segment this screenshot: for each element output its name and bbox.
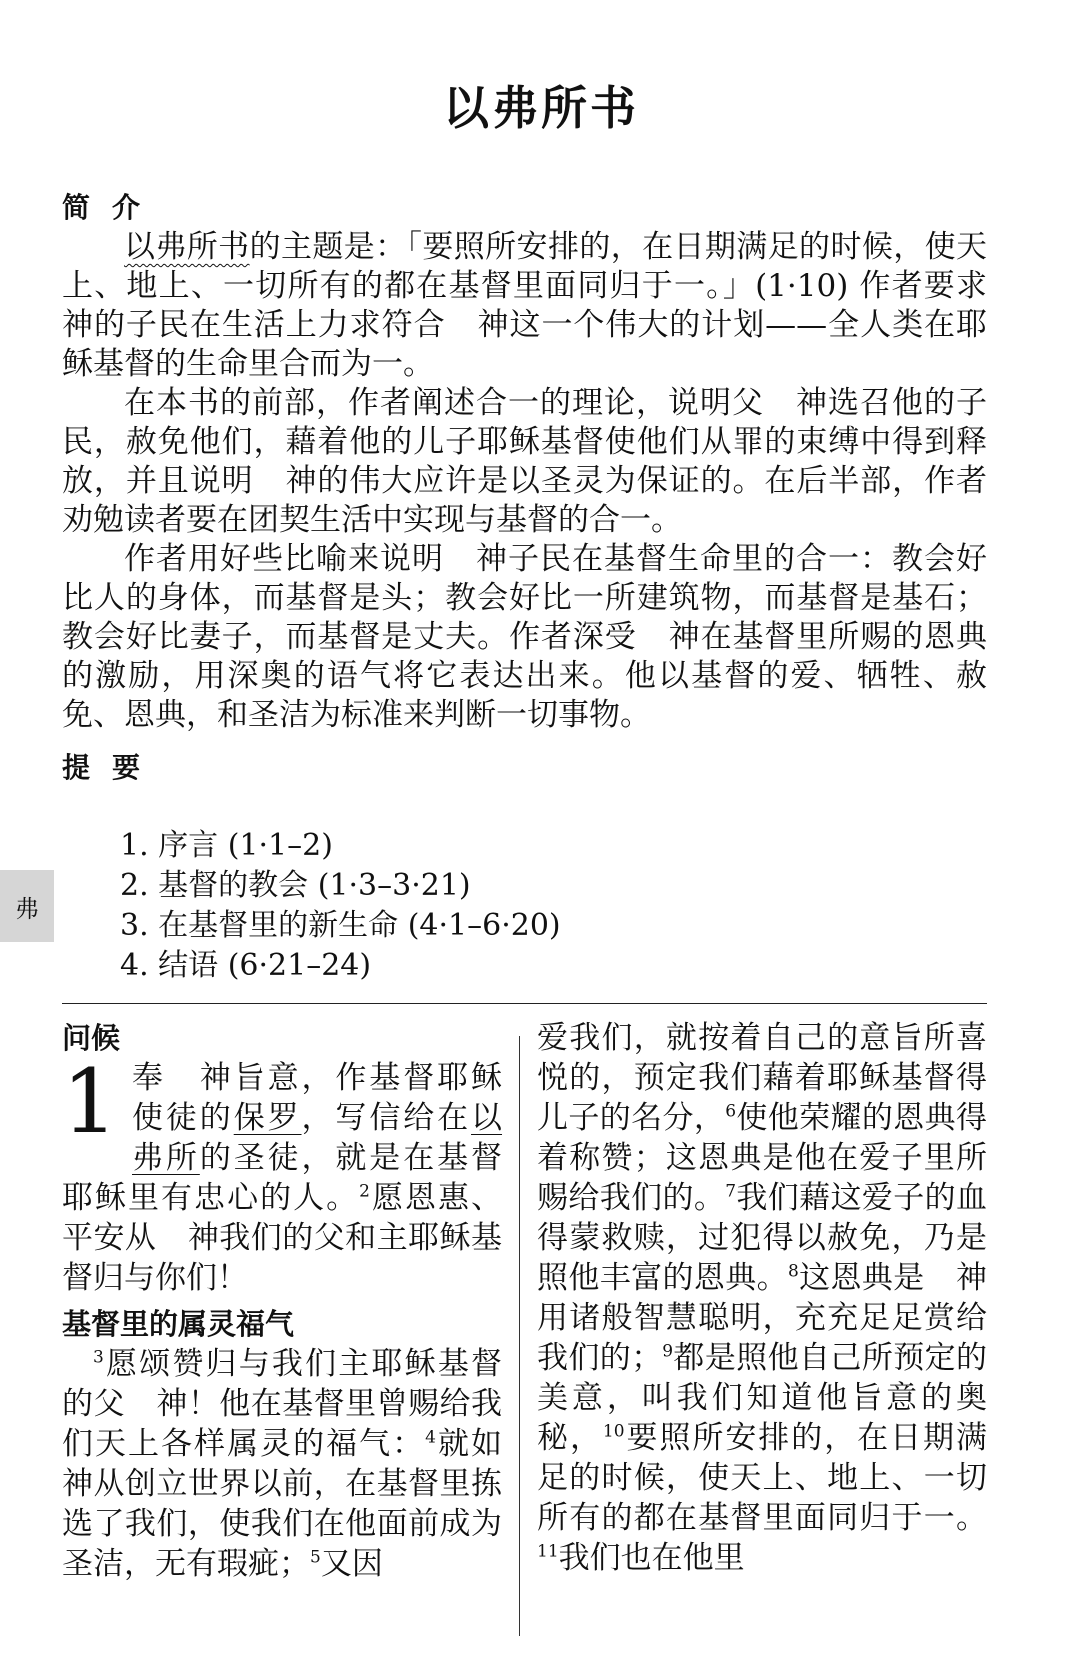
intro-paragraph-1-text: 的主题是：「要照所安排的，在日期满足的时候，使天上、地上、一切所有的都在基督里面同归于一。」(1·10) 作者要求 神的子民在生活上力求符合 神这一个伟大的计划——全人类在耶稣基督的生命里合而为一。 xyxy=(62,229,1018,382)
outline-item: 1. 序言 (1·1–2) xyxy=(120,828,333,863)
verse-11-text: 我们也在他里 xyxy=(558,1540,745,1576)
outline-item: 4. 结语 (6·21–24) xyxy=(120,948,372,983)
verse-number: 9 xyxy=(662,1341,674,1362)
outline-item: 2. 基督的教会 (1·3–3·21) xyxy=(120,868,471,903)
outline-list xyxy=(120,826,561,986)
verse-block-2 xyxy=(62,1344,534,1584)
verse-8-text: 这恩典是 神用诸般智慧聪明，充充足足赏给我们的； xyxy=(537,1260,988,1376)
verse-2-text: 愿恩惠、平安从 神我们的父和主耶稣基督归与你们！ xyxy=(62,1180,503,1296)
intro-section xyxy=(62,228,1018,735)
book-title: 以弗所书 xyxy=(443,81,639,135)
verse-number: 6 xyxy=(725,1101,737,1122)
verse-1-text-a: 奉 神旨意，作基督耶稣使徒的 xyxy=(132,1060,502,1136)
verse-1-text-c: 的圣徒，就是在基督耶稣里有忠心的人。 xyxy=(62,1140,503,1216)
column-divider xyxy=(519,1036,520,1636)
verse-4-text: 就如 神从创立世界以前，在基督里拣选了我们，使我们在他面前成为圣洁，无有瑕疵； xyxy=(62,1426,534,1582)
text-column-right xyxy=(537,1018,987,1578)
verse-5-text-a: 又因 xyxy=(320,1546,383,1582)
verse-number: 11 xyxy=(537,1541,559,1562)
intro-heading: 简介 xyxy=(62,191,163,224)
person-name-paul: 保罗 xyxy=(233,1100,302,1136)
verse-3-text: 愿颂赞归与我们主耶稣基督的父 神！他在基督里曾赐给我们天上各样属灵的福气： xyxy=(62,1346,502,1462)
verse-7-text: 我们藉这爱子的血得蒙救赎，过犯得以赦免，乃是照他丰富的恩典。 xyxy=(537,1180,988,1296)
outline-item: 3. 在基督里的新生命 (4·1–6·20) xyxy=(120,908,561,943)
intro-paragraph-2: 在本书的前部，作者阐述合一的理论，说明父 神选召他的子民，赦免他们，藉着他的儿子耶稣基督使他们从罪的束缚中得到释放，并且说明 神的伟大应许是以圣灵为保证的。在后半部，作者劝勉读者要在团契生活中实现与基督的合一。 xyxy=(62,385,987,538)
section-divider xyxy=(62,1003,987,1004)
verse-number: 7 xyxy=(725,1181,737,1202)
intro-paragraph-1 xyxy=(62,228,1018,384)
place-name-ephesus: 以弗所 xyxy=(132,1100,503,1176)
verse-1-text-b: ，写信给在 xyxy=(301,1100,472,1136)
verse-number: 2 xyxy=(359,1181,370,1202)
verse-block-1 xyxy=(62,1050,503,1298)
verse-6-text: 使他荣耀的恩典得着称赞；这恩典是他在爱子里所赐给我们的。 xyxy=(537,1100,988,1216)
verse-number: 8 xyxy=(787,1261,799,1282)
verse-10-text: 要照所安排的，在日期满足的时候，使天上、地上、一切所有的都在基督里面同归于一。 xyxy=(537,1420,988,1536)
verse-number: 10 xyxy=(602,1421,625,1442)
greeting-heading: 问候 xyxy=(62,1021,121,1055)
outline-heading: 提要 xyxy=(62,751,163,784)
chapter-number: 1 xyxy=(62,1050,118,1153)
verse-number: 3 xyxy=(93,1347,104,1368)
book-name-link: 以弗所书 xyxy=(124,229,250,265)
intro-paragraph-3: 作者用好些比喻来说明 神子民在基督生命里的合一：教会好比人的身体，而基督是头；教会好比一所建筑物，而基督是基石；教会好比妻子，而基督是丈夫。作者深受 神在基督里所赐的恩典的激励，用深奥的语气将它表达出来。他以基督的爱、牺牲、赦免、恩典，和圣洁为标准来判断一切事物。 xyxy=(62,541,987,733)
verse-5-text-b: 爱我们，就按着自己的意旨所喜悦的，预定我们藉着耶稣基督得儿子的名分， xyxy=(537,1020,987,1136)
verse-block-3 xyxy=(537,1018,987,1578)
book-thumb-tab[interactable]: 弗 xyxy=(0,870,54,942)
verse-9-text: 都是照他自己所预定的美意，叫我们知道他旨意的奥秘， xyxy=(537,1340,988,1456)
verse-number: 4 xyxy=(425,1427,436,1448)
text-column-left xyxy=(62,1018,534,1584)
blessings-heading: 基督里的属灵福气 xyxy=(62,1307,295,1341)
verse-number: 5 xyxy=(310,1547,321,1568)
